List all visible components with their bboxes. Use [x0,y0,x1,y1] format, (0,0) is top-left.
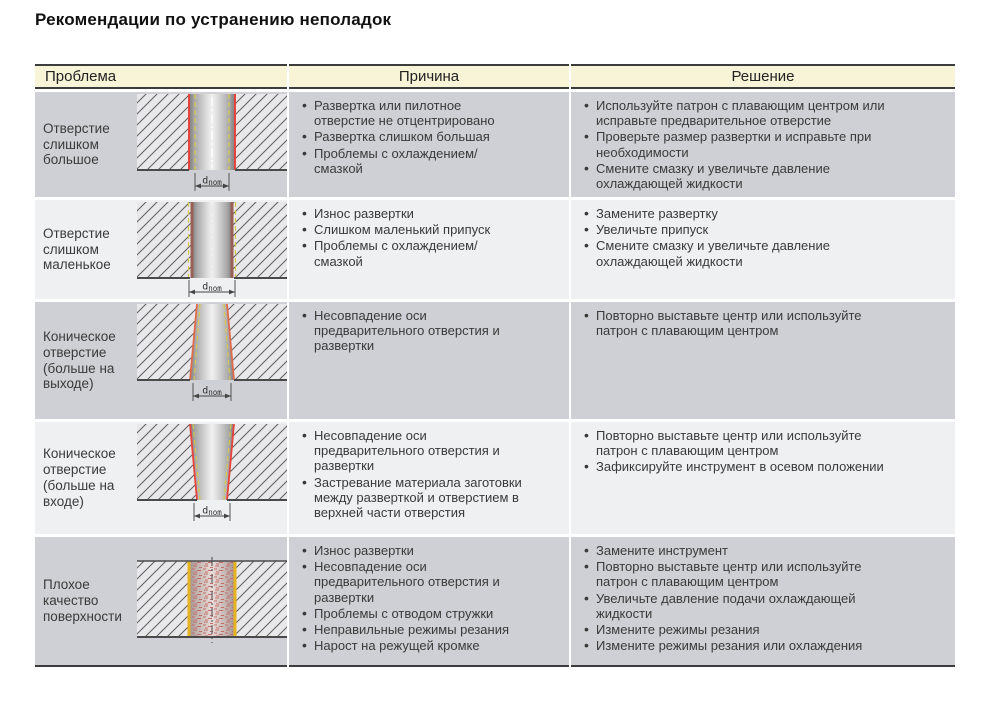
cause-list [301,543,523,653]
cause-cell [289,537,569,665]
solution-cell [571,537,955,665]
list-item: • Проверьте размер развертки и исправьте при необходимости [583,129,895,159]
table-row [35,422,955,534]
problem-cell [35,200,287,299]
dimension-label: dnom [202,385,222,397]
cause-list [301,98,523,176]
list-item: • Неправильные режимы резания [301,622,523,637]
list-item: • Несовпадение оси предварительного отверстия и развертки [301,428,523,474]
solution-cell [571,92,955,197]
dimension-label: dnom [202,505,222,517]
list-item: • Смените смазку и увеличьте давление охлаждающей жидкости [583,238,895,268]
problem-label: Отверстие слишком маленькое [43,225,111,273]
list-item: • Проблемы с отводом стружки [301,606,523,621]
problem-cell [35,92,287,197]
solution-list [583,308,895,338]
solution-list [583,428,895,475]
dimension-label: dnom [202,175,222,187]
problem-cell [35,302,287,419]
solution-cell [571,302,955,419]
solution-list [583,543,895,653]
list-item: • Проблемы с охлаждением/смазкой [301,146,523,176]
problem-label: Отверстие слишком большое [43,120,110,168]
cause-cell [289,302,569,419]
cause-list [301,206,523,269]
list-item: • Смените смазку и увеличьте давление охлаждающей жидкости [583,161,895,191]
list-item: • Износ развертки [301,543,523,558]
list-item: • Замените развертку [583,206,895,221]
list-item: • Нарост на режущей кромке [301,638,523,653]
table-row [35,92,955,197]
solution-cell [571,200,955,299]
problem-cell [35,537,287,665]
troubleshooting-table [35,64,955,667]
list-item: • Повторно выставьте центр или используйте патрон с плавающим центром [583,308,895,338]
problem-label: Плохое качество поверхности [43,577,122,624]
table-row [35,200,955,299]
header-cause: Причина [289,64,569,89]
list-item: • Несовпадение оси предварительного отверстия и развертки [301,559,523,605]
list-item: • Измените режимы резания [583,622,895,637]
table-row [35,537,955,665]
header-solution: Решение [571,64,955,89]
problem-label: Коническое отверстие (больше на входе) [43,446,116,509]
problem-label: Коническое отверстие (больше на выходе) [43,328,116,392]
list-item: • Застревание материала заготовки между разверткой и отверстием в верхней части отверстия [301,475,523,521]
list-item: • Слишком маленький припуск [301,222,523,237]
page-title: Рекомендации по устранению неполадок [35,10,392,29]
hole-too-small-diagram [137,200,287,299]
problem-cell [35,422,287,534]
table-row [35,302,955,419]
table-header-row [35,64,955,89]
list-item: • Увеличьте давление подачи охлаждающей жидкости [583,591,895,621]
list-item: • Замените инструмент [583,543,895,558]
tapered-hole-larger-at-exit-diagram [137,302,287,404]
list-item: • Измените режимы резания или охлаждения [583,638,895,653]
list-item: • Повторно выставьте центр или используйте патрон с плавающим центром [583,559,895,589]
list-item: • Зафиксируйте инструмент в осевом положении [583,459,895,474]
list-item: • Несовпадение оси предварительного отверстия и развертки [301,308,523,354]
cause-list [301,428,523,520]
hole-too-large-diagram [137,92,287,194]
tapered-hole-larger-at-entry-diagram [137,422,287,524]
list-item: • Увеличьте припуск [583,222,895,237]
cause-cell [289,200,569,299]
list-item: • Повторно выставьте центр или используйте патрон с плавающим центром [583,428,895,458]
header-problem: Проблема [35,64,287,89]
solution-cell [571,422,955,534]
dimension-label: dnom [202,281,222,293]
cause-cell [289,92,569,197]
solution-list [583,98,895,191]
list-item: • Износ развертки [301,206,523,221]
list-item: • Проблемы с охлаждением/смазкой [301,238,523,268]
poor-surface-finish-diagram [137,557,287,645]
list-item: • Используйте патрон с плавающим центром или исправьте предварительное отверстие [583,98,895,128]
list-item: • Развертка слишком большая [301,129,523,144]
solution-list [583,206,895,269]
list-item: • Развертка или пилотное отверстие не отцентрировано [301,98,523,128]
table-bottom-border [35,665,955,667]
cause-list [301,308,523,354]
cause-cell [289,422,569,534]
